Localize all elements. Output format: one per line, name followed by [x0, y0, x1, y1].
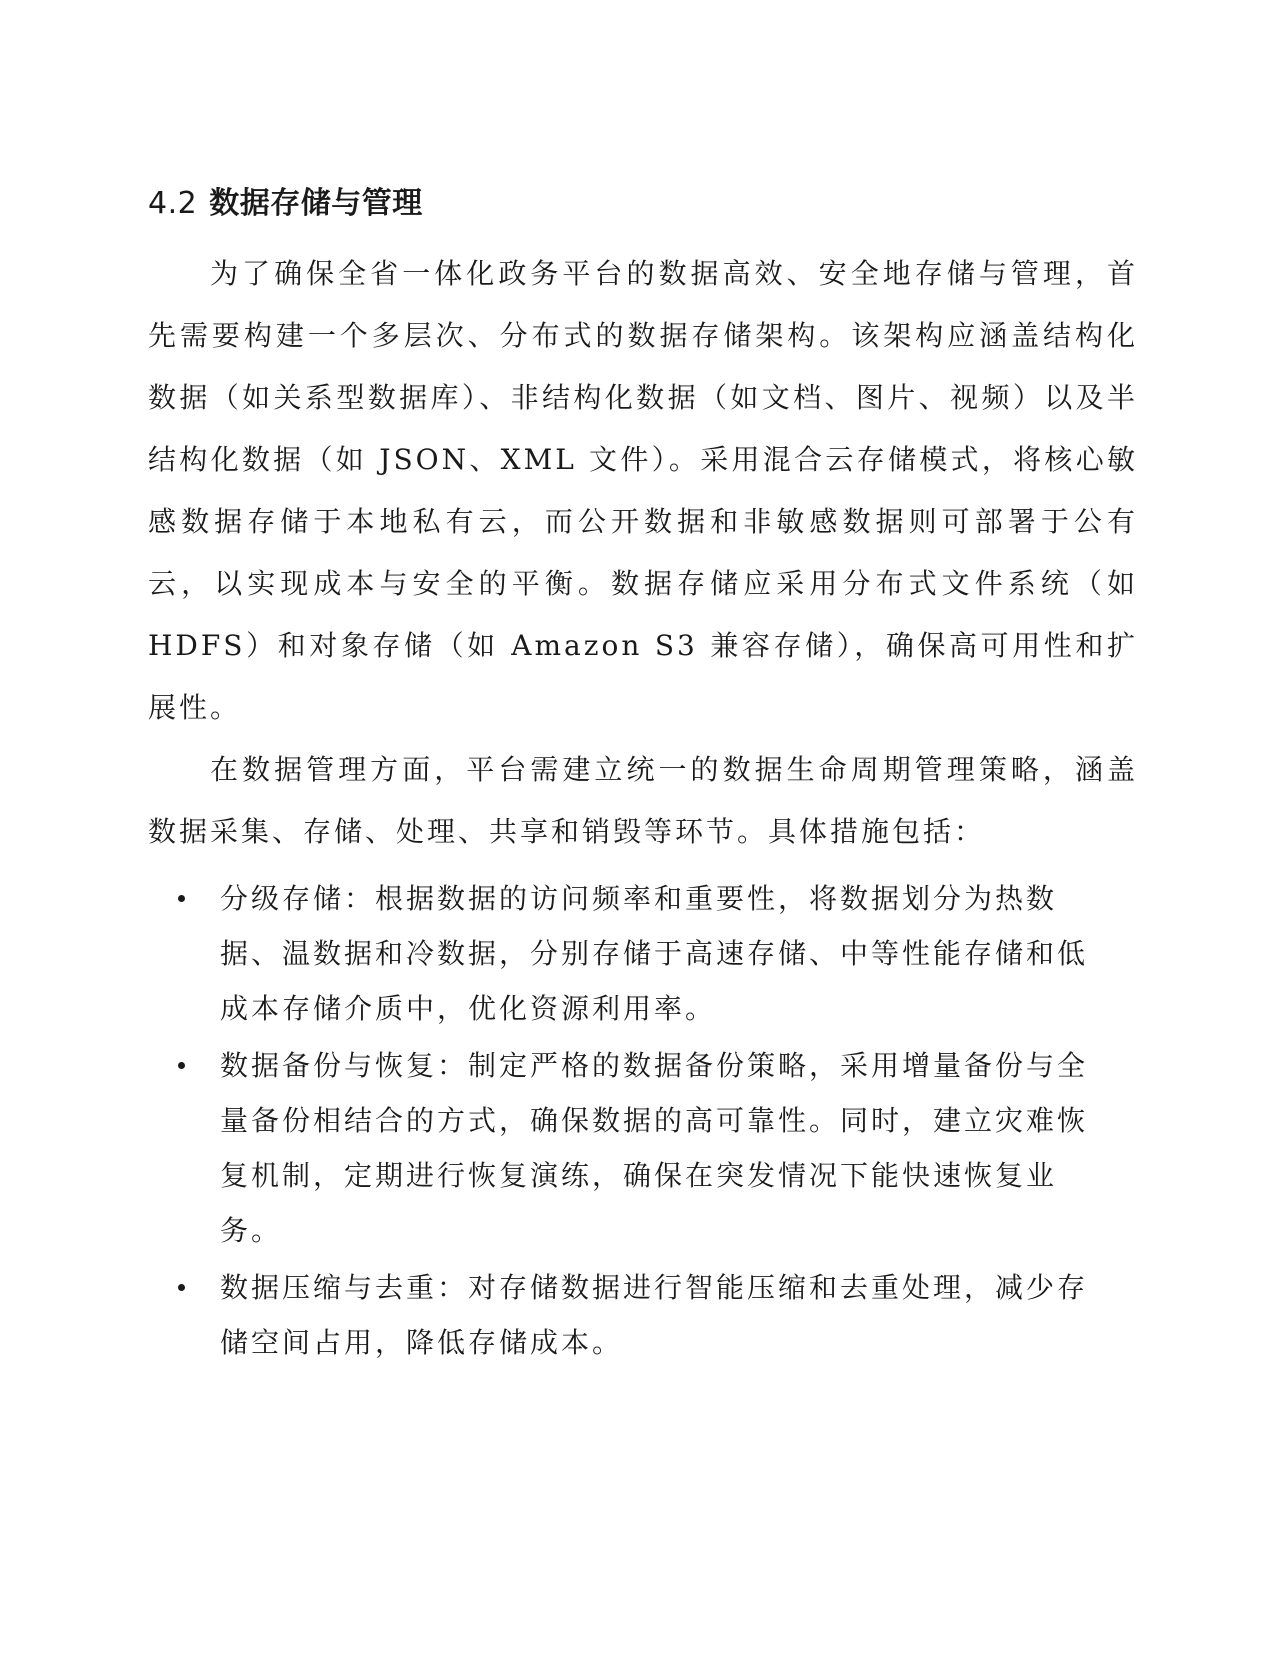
list-item-text: 根据数据的访问频率和重要性，将数据划分为热数据、温数据和冷数据，分别存储于高速存储、中等性能存储和低成本存储介质中，优化资源利用率。: [220, 882, 1089, 1025]
list-item-text: 对存储数据进行智能压缩和去重处理，减少存储空间占用，降低存储成本。: [220, 1271, 1089, 1359]
list-item: [148, 1260, 1138, 1370]
bullet-icon: [178, 1284, 185, 1291]
list-item-title: 数据备份与恢复：: [220, 1049, 469, 1082]
section-number: 4.2: [148, 186, 198, 221]
bullet-icon: [178, 1062, 185, 1069]
bullet-icon: [178, 895, 185, 902]
list-item: [148, 1038, 1138, 1258]
list-item-title: 数据压缩与去重：: [220, 1271, 469, 1304]
paragraph-data-management: 在数据管理方面，平台需建立统一的数据生命周期管理策略，涵盖数据采集、存储、处理、共享和销毁等环节。具体措施包括：: [148, 753, 1138, 848]
measures-list: [148, 871, 1138, 1370]
section-heading: [148, 184, 423, 224]
list-item-text: 制定严格的数据备份策略，采用增量备份与全量备份相结合的方式，确保数据的高可靠性。同时，建立灾难恢复机制，定期进行恢复演练，确保在突发情况下能快速恢复业务。: [220, 1049, 1089, 1247]
list-item: [148, 871, 1138, 1036]
section-title: 数据存储与管理: [209, 186, 423, 221]
list-item-title: 分级存储：: [220, 882, 376, 915]
section-body: [148, 243, 1138, 1372]
paragraph-storage-architecture: 为了确保全省一体化政务平台的数据高效、安全地存储与管理，首先需要构建一个多层次、分布式的数据存储架构。该架构应涵盖结构化数据（如关系型数据库）、非结构化数据（如文档、图片、视频）以及半结构化数据（如 JSON、XML 文件）。采用混合云存储模式，将核心敏感数据存储于本地私有云，而公开数据和非敏感数据则可部署于公有云，以实现成本与安全的平衡。数据存储应采用分布式文件系统（如 HDFS）和对象存储（如 Amazon S3 兼容存储），确保高可用性和扩展性。: [148, 257, 1138, 724]
